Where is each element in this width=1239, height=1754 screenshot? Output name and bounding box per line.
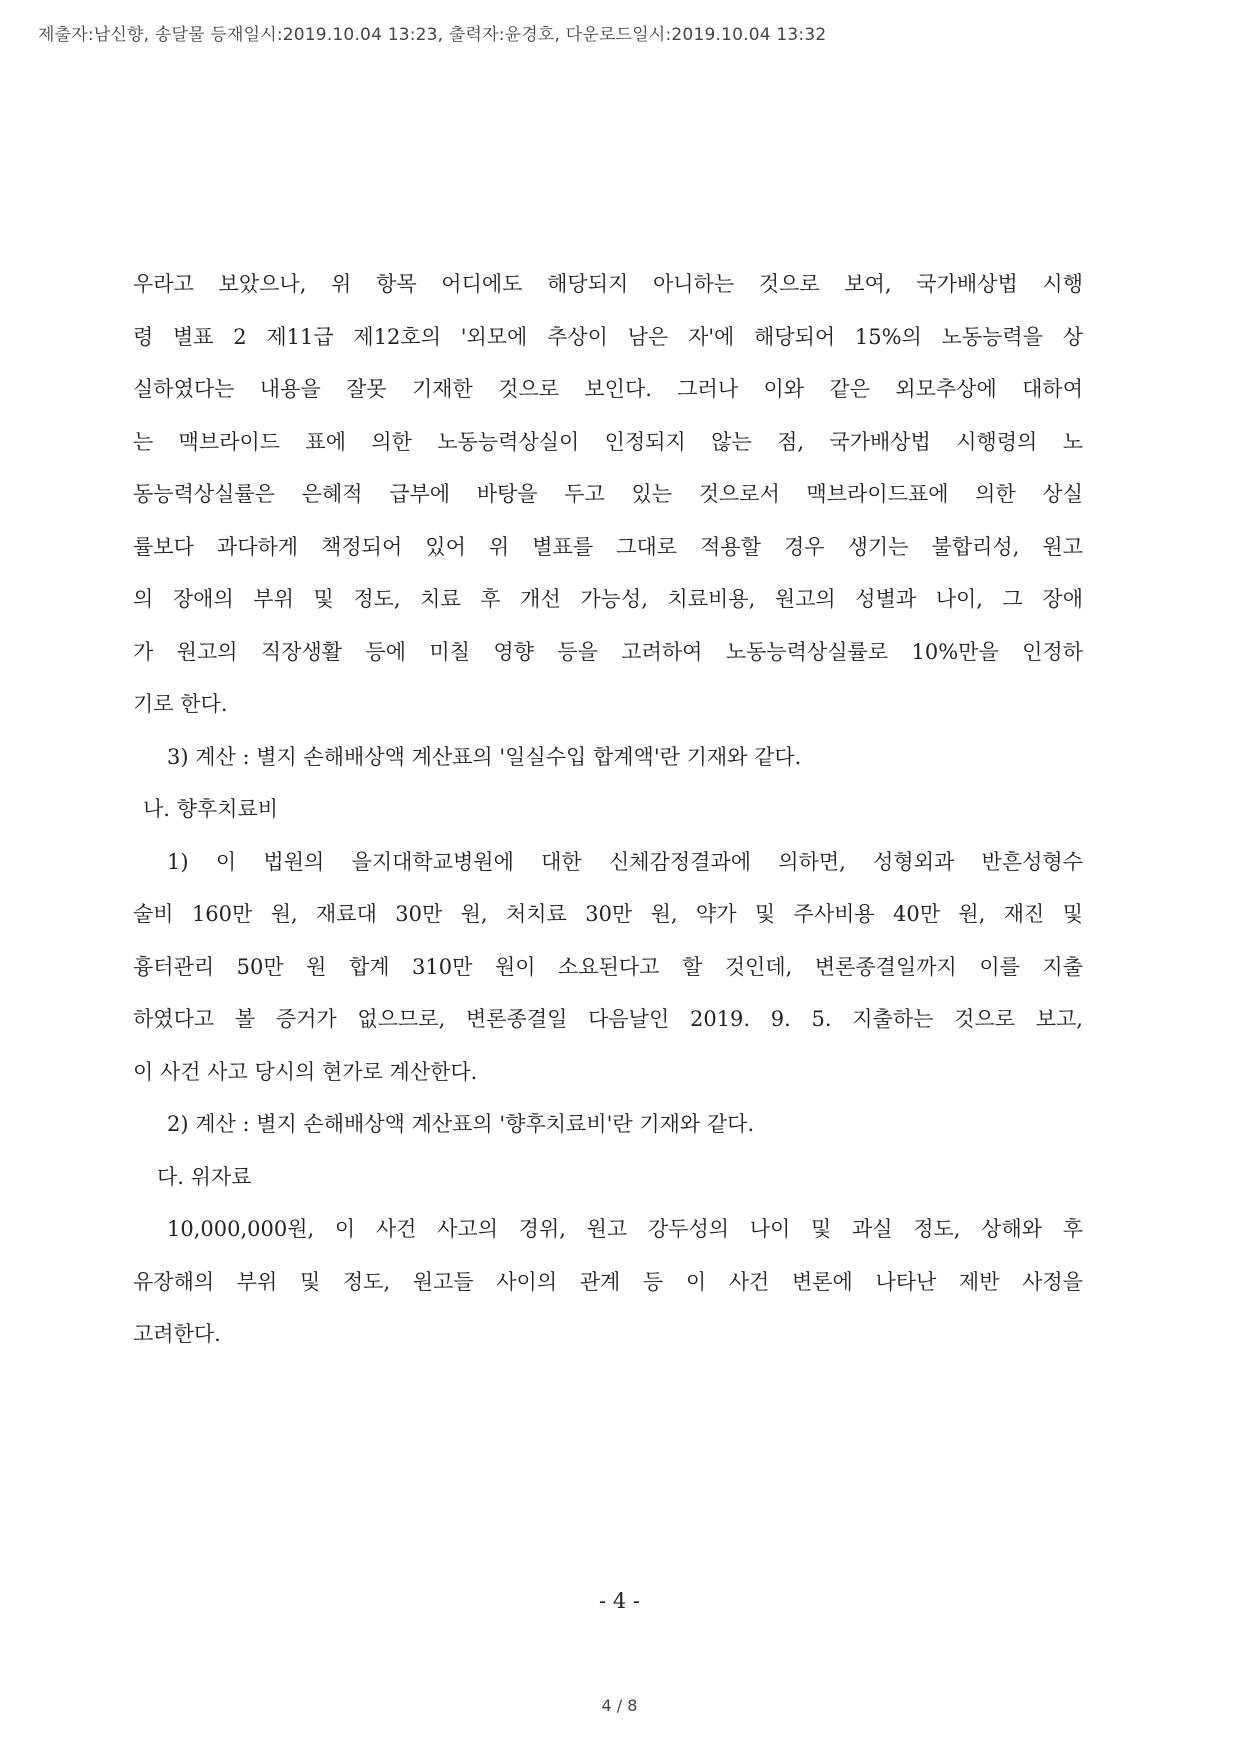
calc-note-lost-income: 3) 계산 : 별지 손해배상액 계산표의 '일실수입 합계액'란 기재와 같다. xyxy=(167,744,802,769)
body-line: 술비 160만 원, 재료대 30만 원, 처치료 30만 원, 약가 및 주사비용 40만 원, 재진 및 xyxy=(133,902,1083,926)
body-line: 실하였다는 내용을 잘못 기재한 것으로 보인다. 그러나 이와 같은 외모추상에 대하여 xyxy=(133,377,1083,401)
calc-note-future-treatment: 2) 계산 : 별지 손해배상액 계산표의 '향후치료비'란 기재와 같다. xyxy=(167,1112,755,1136)
body-line: 우라고 보았으나, 위 항목 어디에도 해당되지 아니하는 것으로 보여, 국가배상법 시행 xyxy=(133,272,1083,296)
body-text xyxy=(133,258,1083,1361)
page-number-marker: - 4 - xyxy=(599,1589,640,1613)
body-line: 동능력상실률은 은혜적 급부에 바탕을 두고 있는 것으로서 맥브라이드표에 의한 상실 xyxy=(133,482,1083,506)
body-line: 흉터관리 50만 원 합계 310만 원이 소요된다고 할 것인데, 변론종결일까지 이를 지출 xyxy=(133,954,1083,979)
body-line: 가 원고의 직장생활 등에 미칠 영향 등을 고려하여 노동능력상실률로 10%만을 인정하 xyxy=(133,639,1083,664)
section-heading-future-treatment: 나. 향후치료비 xyxy=(143,797,279,821)
body-line: 이 사건 사고 당시의 현가로 계산한다. xyxy=(133,1059,478,1084)
body-line: 기로 한다. xyxy=(133,692,228,716)
body-line: 률보다 과다하게 책정되어 있어 위 별표를 그대로 적용할 경우 생기는 불합리성, 원고 xyxy=(133,534,1083,559)
page-count: 4 / 8 xyxy=(601,1696,638,1715)
body-line: 10,000,000원, 이 사건 사고의 경위, 원고 강두성의 나이 및 과실 정도, 상해와 후 xyxy=(167,1217,1083,1241)
body-line: 유장해의 부위 및 정도, 원고들 사이의 관계 등 이 사건 변론에 나타난 제반 사정을 xyxy=(133,1269,1083,1294)
body-line: 령 별표 2 제11급 제12호의 '외모에 추상이 남은 자'에 해당되어 15%의 노동능력을 상 xyxy=(133,324,1083,349)
body-line: 의 장애의 부위 및 정도, 치료 후 개선 가능성, 치료비용, 원고의 성별과 나이, 그 장애 xyxy=(133,587,1083,611)
body-line: 는 맥브라이드 표에 의한 노동능력상실이 인정되지 않는 점, 국가배상법 시행령의 노 xyxy=(133,429,1083,454)
section-heading-consolation-money: 다. 위자료 xyxy=(157,1164,252,1189)
submission-stamp: 제출자:남신향, 송달물 등재일시:2019.10.04 13:23, 출력자:윤경호, 다운로드일시:2019.10.04 13:32 xyxy=(38,25,827,45)
body-line: 하였다고 볼 증거가 없으므로, 변론종결일 다음날인 2019. 9. 5. 지출하는 것으로 보고, xyxy=(133,1007,1083,1031)
body-line: 1) 이 법원의 을지대학교병원에 대한 신체감정결과에 의하면, 성형외과 반흔성형수 xyxy=(167,849,1083,874)
body-line: 고려한다. xyxy=(133,1322,221,1346)
